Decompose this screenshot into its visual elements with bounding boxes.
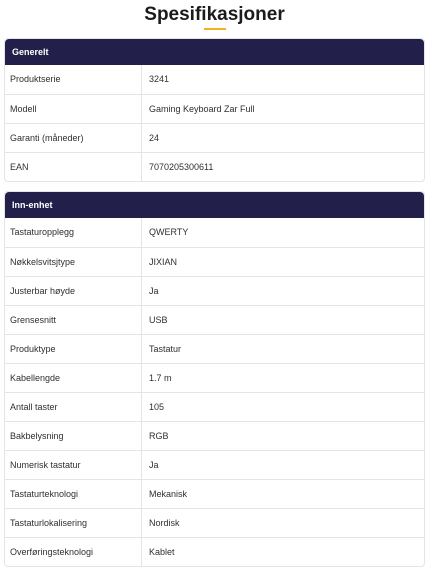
spec-label: Modell [5,95,142,123]
table-row [5,65,424,94]
spec-label: Bakbelysning [5,422,142,450]
section-header: Inn-enhet [5,192,424,218]
table-row [5,479,424,508]
table-row [5,152,424,181]
spec-label: Garanti (måneder) [5,124,142,152]
spec-value: 3241 [149,74,170,84]
spec-table [5,218,424,566]
spec-label: Nøkkelsvitsjtype [5,248,142,276]
spec-value: USB [149,315,168,325]
spec-value: JIXIAN [149,257,178,267]
table-row [5,305,424,334]
spec-value: Nordisk [149,518,180,528]
spec-label: Numerisk tastatur [5,451,142,479]
spec-value: Mekanisk [149,489,188,499]
spec-section-general [4,38,425,182]
table-row [5,334,424,363]
section-header: Generelt [5,39,424,65]
spec-value: Ja [149,460,159,470]
table-row [5,450,424,479]
spec-label: Antall taster [5,393,142,421]
spec-value: Kablet [149,547,175,557]
table-row [5,537,424,566]
spec-value: QWERTY [149,227,189,237]
table-row [5,247,424,276]
spec-value: Gaming Keyboard Zar Full [149,104,255,114]
spec-value: 1.7 m [149,373,172,383]
title-accent-underline [204,28,226,30]
spec-value: RGB [149,431,169,441]
spec-table [5,65,424,181]
table-row [5,392,424,421]
spec-label: EAN [5,153,142,181]
spec-section-inn-enhet [4,191,425,567]
table-row [5,508,424,537]
spec-label: Tastaturopplegg [5,218,142,247]
spec-label: Overføringsteknologi [5,538,142,566]
table-row [5,218,424,247]
spec-value: 24 [149,133,160,143]
table-row [5,363,424,392]
spec-label: Tastaturlokalisering [5,509,142,537]
table-row [5,123,424,152]
spec-label: Produktype [5,335,142,363]
spec-label: Produktserie [5,65,142,94]
spec-value: Tastatur [149,344,182,354]
spec-label: Justerbar høyde [5,277,142,305]
table-row [5,94,424,123]
spec-label: Kabellengde [5,364,142,392]
spec-label: Tastaturteknologi [5,480,142,508]
spec-value: 7070205300611 [149,162,214,172]
table-row [5,421,424,450]
spec-label: Grensesnitt [5,306,142,334]
page-title: Spesifikasjoner [144,4,285,25]
spec-value: Ja [149,286,159,296]
table-row [5,276,424,305]
spec-value: 105 [149,402,165,412]
